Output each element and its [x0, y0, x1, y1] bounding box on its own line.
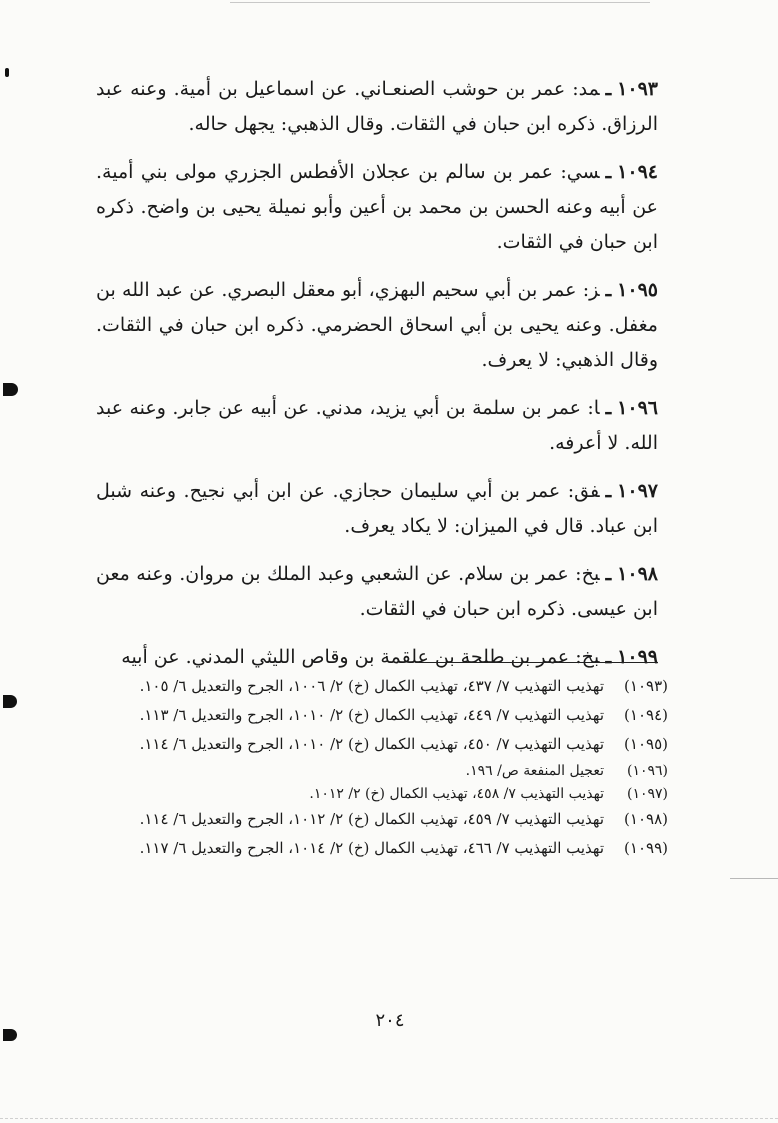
- entry-text: مد: عمر بن حوشب الصنعـاني. عن اسماعيل بن أمية. وعنه عبد الرزاق. ذكره ابن حبان في الثقات. وقال الذهبي: يجهل حاله.: [96, 78, 658, 135]
- scan-edge-line: [730, 878, 778, 879]
- footnote-text: تهذيب التهذيب ٧/ ٤٣٧، تهذيب الكمال (خ) ٢/ ١٠٠٦، الجرح والتعديل ٦/ ١٠٥.: [139, 677, 604, 695]
- entry-text: بخ: عمر بن سلام. عن الشعبي وعبد الملك بن مروان. وعنه معن ابن عيسى. ذكره ابن حبان في الثقات.: [96, 563, 658, 620]
- entry: [96, 640, 658, 675]
- footnote-text: تهذيب التهذيب ٧/ ٤٥٠، تهذيب الكمال (خ) ٢/ ١٠١٠، الجرح والتعديل ٦/ ١١٤.: [139, 735, 604, 753]
- entry-dash: ـ: [605, 480, 612, 502]
- footnote-number: (١٠٩٨): [624, 810, 668, 828]
- footnote: [96, 673, 668, 699]
- entry-text: فق: عمر بن أبي سليمان حجازي. عن ابن أبي نجيح. وعنه شبل ابن عباد. قال في الميزان: لا يكاد يعرف.: [96, 480, 658, 537]
- entry: [96, 72, 658, 142]
- entry-dash: ـ: [605, 563, 612, 585]
- entry: [96, 391, 658, 461]
- entry-number: ١٠٩٣: [617, 78, 658, 100]
- entry-text: ز: عمر بن أبي سحيم البهزي، أبو معقل البصري. عن عبد الله بن مغفل. وعنه يحيى بن أبي اسحاق الحضرمي. ذكره ابن حبان في الثقات. وقال الذهبي: لا يعرف.: [96, 279, 658, 371]
- footnote-number: (١٠٩٩): [624, 839, 668, 857]
- entry-dash: ـ: [605, 646, 612, 668]
- footnote-separator: [416, 662, 658, 663]
- footnote: [96, 835, 668, 861]
- footnote-text: تهذيب التهذيب ٧/ ٤٥٩، تهذيب الكمال (خ) ٢/ ١٠١٢، الجرح والتعديل ٦/ ١١٤.: [139, 810, 604, 828]
- footnote-number: (١٠٩٦): [626, 763, 668, 779]
- page-number: ٢٠٤: [375, 1010, 405, 1031]
- footnote: [96, 731, 668, 757]
- scan-edge-line: [230, 2, 650, 3]
- entry-dash: ـ: [605, 397, 612, 419]
- footnotes-list: [96, 673, 668, 864]
- footnote-number: (١٠٩٥): [624, 735, 668, 753]
- entry-dash: ـ: [605, 279, 612, 301]
- entry-text: بخ: عمر بن طلحة بن علقمة بن وقاص الليثي المدني. عن أبيه: [121, 646, 600, 668]
- entry-number: ١٠٩٩: [617, 646, 658, 668]
- entry: [96, 273, 658, 378]
- footnote: [96, 806, 668, 832]
- footnote-text: تهذيب التهذيب ٧/ ٤٥٨، تهذيب الكمال (خ) ٢/ ١٠١٢.: [309, 786, 604, 802]
- binding-mark: [5, 68, 9, 77]
- footnote-number: (١٠٩٣): [624, 677, 668, 695]
- entry: [96, 474, 658, 544]
- footnote-number: (١٠٩٤): [624, 706, 668, 724]
- entry-number: ١٠٩٨: [617, 563, 658, 585]
- entry-dash: ـ: [605, 78, 612, 100]
- footnote: [96, 783, 668, 805]
- footnote-text: تهذيب التهذيب ٧/ ٤٤٩، تهذيب الكمال (خ) ٢/ ١٠١٠، الجرح والتعديل ٦/ ١١٣.: [139, 706, 604, 724]
- binding-mark: [3, 695, 17, 708]
- entries-list: [96, 72, 658, 688]
- entry-text: سي: عمر بن سالم بن عجلان الأفطس الجزري مولى بني أمية. عن أبيه وعنه الحسن بن محمد بن أعين وأبو نميلة يحيى بن واضح. ذكره ابن حبان في الثقات.: [96, 161, 658, 253]
- scan-edge-line: [0, 1118, 778, 1119]
- entry-text: ا: عمر بن سلمة بن أبي يزيد، مدني. عن أبيه عن جابر. وعنه عبد الله. لا أعرفه.: [96, 397, 658, 454]
- entry-dash: ـ: [605, 161, 612, 183]
- entry: [96, 155, 658, 260]
- footnote-text: تهذيب التهذيب ٧/ ٤٦٦، تهذيب الكمال (خ) ٢/ ١٠١٤، الجرح والتعديل ٦/ ١١٧.: [139, 839, 604, 857]
- entry-number: ١٠٩٦: [617, 397, 658, 419]
- footnote-number: (١٠٩٧): [626, 786, 668, 802]
- footnote: [96, 702, 668, 728]
- entry: [96, 557, 658, 627]
- binding-mark: [3, 1029, 17, 1041]
- entry-number: ١٠٩٧: [617, 480, 658, 502]
- entry-number: ١٠٩٥: [617, 279, 658, 301]
- footnote-text: تعجيل المنفعة ص/ ١٩٦.: [465, 763, 604, 779]
- footnote: [96, 760, 668, 782]
- binding-mark: [3, 383, 18, 396]
- entry-number: ١٠٩٤: [617, 161, 658, 183]
